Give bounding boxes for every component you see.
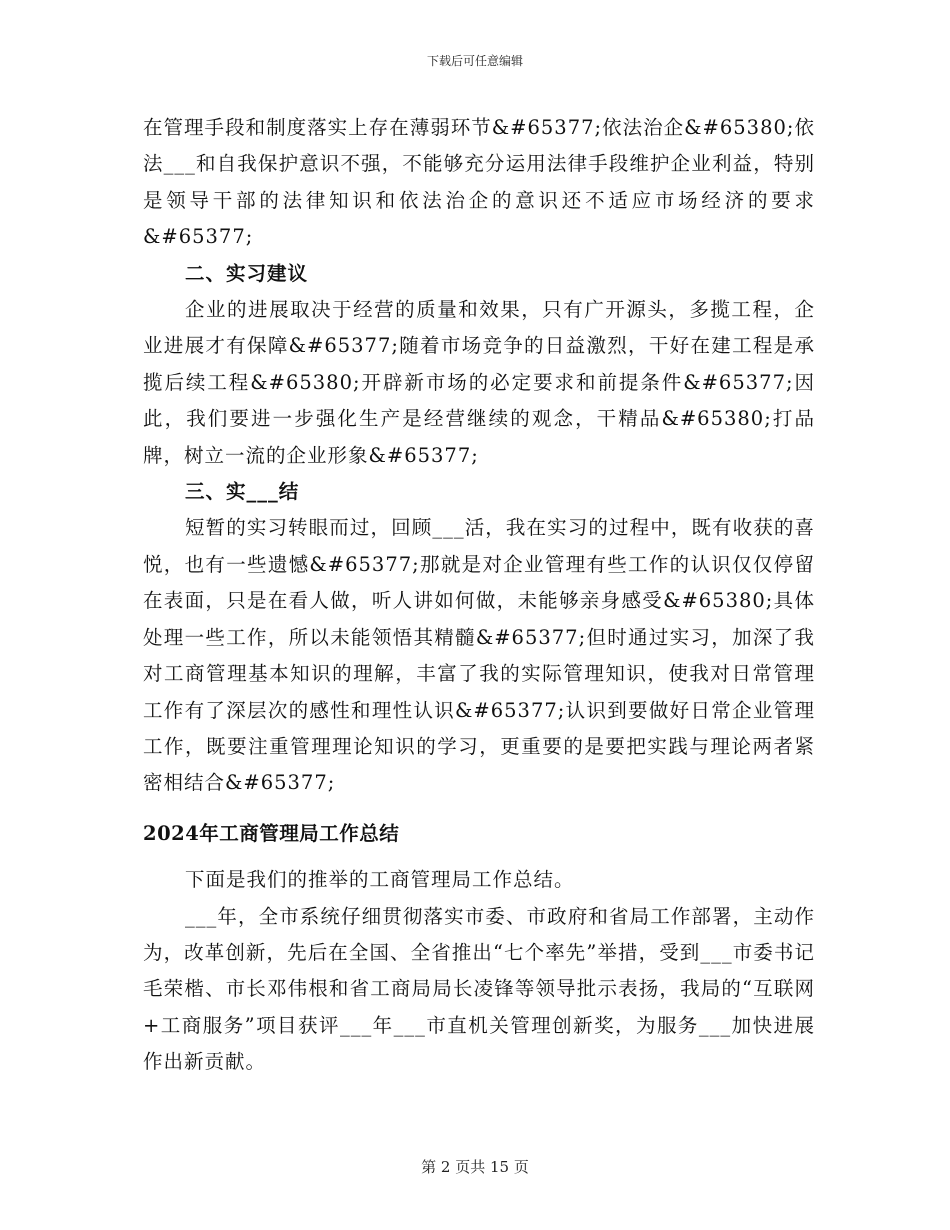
paragraph-5: ___年，全市系统仔细贯彻落实市委、市政府和省局工作部署，主动作为，改革创新，先后在全国、全省推出“七个率先”举措，受到___市委书记毛荣楷、市长邓伟根和省工商局局长凌锋等领导批示表扬，我局的“互联网+工商服务”项目获评___年___市直机关管理创新奖，为服务___加快进展作出新贡献。 [143,904,815,1074]
paragraph-2: 企业的进展取决于经营的质量和效果，只有广开源头，多揽工程，企业进展才有保障&#65377;随着市场竞争的日益激烈，干好在建工程是承揽后续工程&#65380;开辟新市场的必定要求和前提条件&#65377;因此，我们要进一步强化生产是经营继续的观念，干精品&#65380;打品牌，树立一流的企业形象&#65377; [143,298,815,467]
section-heading-summary: 三、实___结 [185,480,300,504]
page-footer: 第 2 页共 15 页 [421,1158,529,1176]
paragraph-3: 短暂的实习转眼而过，回顾___活，我在实习的过程中，既有收获的喜悦，也有一些遗憾&#65377;那就是对企业管理有些工作的认识仅仅停留在表面，只是在看人做，听人讲如何做，未能够亲身感受&#65380;具体处理一些工作，所以未能领悟其精髓&#65377;但时通过实习，加深了我对工商管理基本知识的理解，丰富了我的实际管理知识，使我对日常管理工作有了深层次的感性和理性认识&#65377;认识到要做好日常企业管理工作，既要注重管理理论知识的学习，更重要的是要把实践与理论两者紧密相结合&#65377; [143,516,815,795]
paragraph-1: 在管理手段和制度落实上存在薄弱环节&#65377;依法治企&#65380;依法___和自我保护意识不强，不能够充分运用法律手段维护企业利益，特别是领导干部的法律知识和依法治企的意识还不适应市场经济的要求&#65377; [143,116,815,249]
paragraph-4: 下面是我们的推举的工商管理局工作总结。 [185,868,575,892]
section-heading-suggestions: 二、实习建议 [185,261,309,285]
page-header: 下载后可任意编辑 [426,54,523,68]
document-title: 2024年工商管理局工作总结 [143,821,400,845]
document-body [143,110,815,1081]
